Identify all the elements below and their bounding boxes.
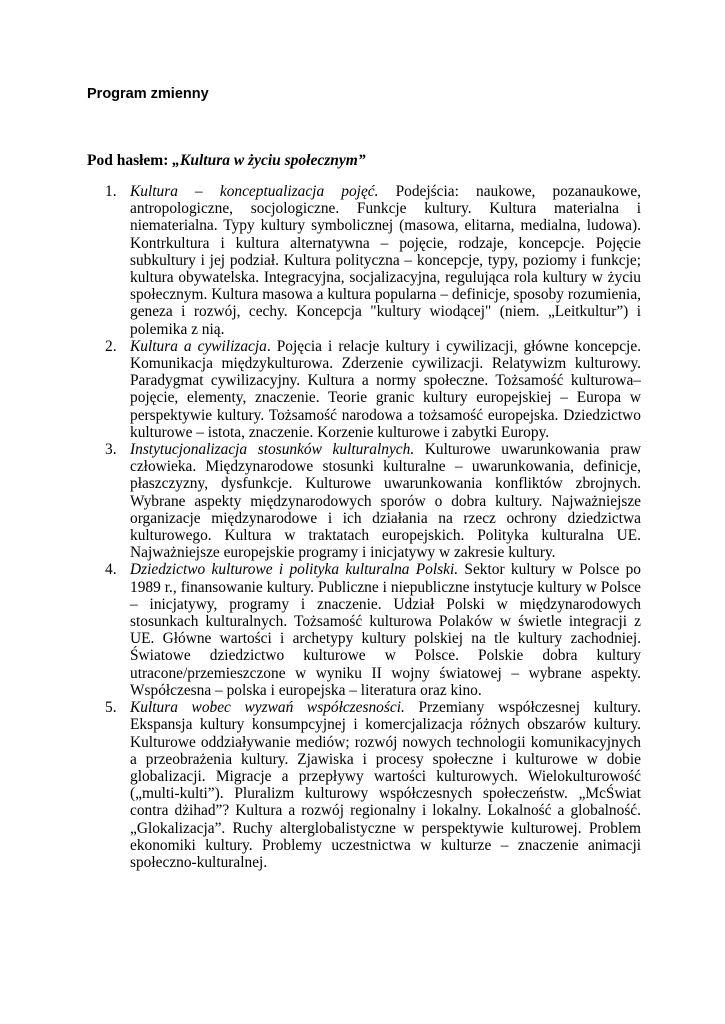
topic-description: Podejścia: naukowe, pozanaukowe, antropologiczne, socjologiczne. Funkcje kultury. Kultura materialna i niematerialna. Typy kultury symbolicznej (masowa, elitarna, medialna, ludowa). Kontrkultura i kultura alternatywna – pojęcie, rodzaje, koncepcje. Pojęcie subkultury i jej podział. Kultura polityczna – koncepcje, typy, poziomy i funkcje; kultura obywatelska. Integracyjna, socjalizacyjna, regulująca rola kultury w życiu społecznym. Kultura masowa a kultura popularna – definicje, sposoby rozumienia, geneza i rozwój, cechy. Koncepcja "kultury wiodącej" (niem. „Leitkultur”) i polemika z nią. (130, 183, 642, 338)
topic-heading: Kultura wobec wyzwań współczesności. (130, 699, 405, 717)
topic-number: 5. (105, 699, 117, 717)
topic-heading: Kultura a cywilizacja (130, 337, 267, 355)
topic-list (105, 183, 642, 871)
topic-description: Kulturowe uwarunkowania praw człowieka. Międzynarodowe stosunki kulturalne – uwarunkowania, definicje, płaszczyzny, dysfunkcje. Kulturowe uwarunkowania konfliktów zbrojnych. Wybrane aspekty międzynarodowych sporów o dobra kultury. Najważniejsze organizacje międzynarodowe i ich działania na rzecz ochrony dziedzictwa kulturowego. Kultura w traktatach europejskich. Polityka kulturalna UE. Najważniejsze europejskie programy i inicjatywy w zakresie kultury. (130, 441, 641, 562)
topic-number: 3. (105, 441, 117, 459)
topic-description: . Pojęcia i relacje kultury i cywilizacji, główne koncepcje. Komunikacja międzykulturowa. Zderzenie cywilizacji. Relatywizm kulturowy. Paradygmat cywilizacyjny. Kultura a normy społeczne. Tożsamość kulturowa–pojęcie, elementy, znaczenie. Teorie granic kultury europejskiej – Europa w perspektywie kultury. Tożsamość narodowa a tożsamość europejska. Dziedzictwo kulturowe – istota, znaczenie. Korzenie kulturowe i zabytki Europy. (130, 337, 641, 441)
topic-item-3 (105, 441, 641, 562)
topic-number: 2. (105, 337, 117, 355)
topic-item-2 (105, 337, 641, 441)
topic-heading: Instytucjonalizacja stosunków kulturalnych. (130, 441, 415, 459)
document-title: Program zmienny (87, 86, 209, 102)
topic-description: Sektor kultury w Polsce po 1989 r., finansowanie kultury. Publiczne i niepubliczne instytucje kultury w Polsce – inicjatywy, programy i znaczenie. Udział Polski w międzynarodowych stosunkach kulturalnych. Tożsamość kulturowa Polaków w świetle integracji z UE. Główne wartości i archetypy kultury polskiej na tle kultury zachodniej. Światowe dziedzictwo kulturowe w Polsce. Polskie dobra kultury utracone/przemieszczone w wyniku II wojny światowej – wybrane aspekty. Współczesna – polska i europejska – literatura oraz kino. (130, 561, 641, 699)
topic-item-5 (105, 699, 641, 871)
subtitle-theme: „Kultura w życiu społecznym” (172, 152, 366, 169)
topic-item-4 (105, 561, 641, 699)
subtitle-prefix: Pod hasłem: (87, 152, 173, 169)
topic-heading: Kultura – konceptualizacja pojęć. (130, 183, 379, 200)
topic-heading: Dziedzictwo kulturowe i polityka kulturalna Polski. (130, 561, 459, 579)
topic-number: 1. (105, 183, 117, 200)
document-subtitle (87, 152, 366, 170)
topic-description: Przemiany współczesnej kultury. Ekspansja kultury konsumpcyjnej i komercjalizacja różnych obszarów kultury. Kulturowe oddziaływanie mediów; rozwój nowych technologii komunikacyjnych a przeobrażenia kultury. Zjawiska i procesy społeczne i kulturowe w dobie globalizacji. Migracje a przepływy wartości kulturowych. Wielokulturowość („multi-kulti”). Pluralizm kulturowy współczesnych społeczeństw. „McŚwiat contra dżihad”? Kultura a rozwój regionalny i lokalny. Lokalność a globalność. „Glokalizacja”. Ruchy alterglobalistyczne w perspektywie kulturowej. Problem ekonomiki kultury. Problemy uczestnictwa w kulturze – znaczenie animacji społeczno-kulturalnej. (130, 699, 641, 871)
topic-item-1 (105, 183, 642, 338)
topic-number: 4. (105, 561, 117, 579)
